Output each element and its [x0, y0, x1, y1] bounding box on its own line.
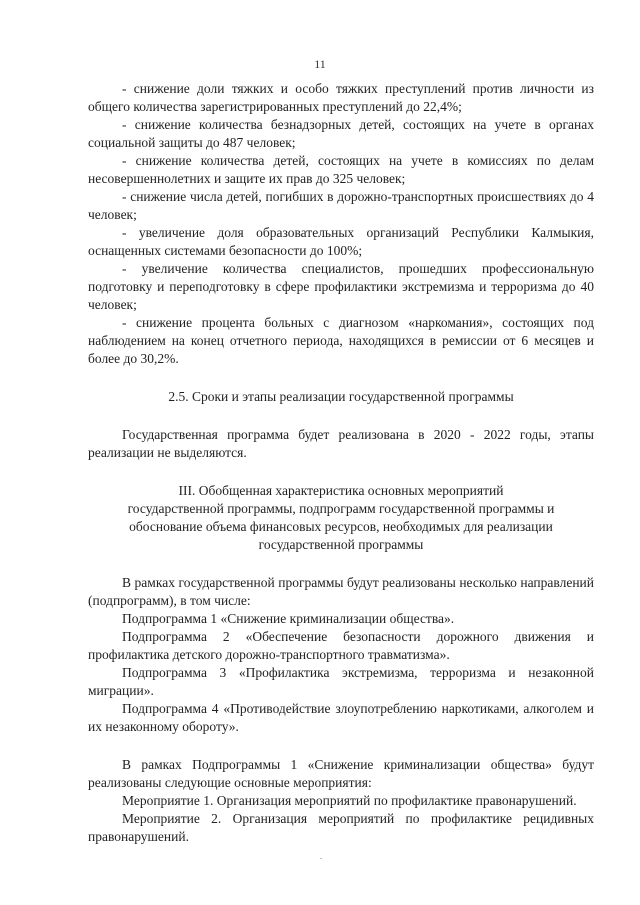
target-item-7: - снижение процента больных с диагнозом «наркомания», состоящих под наблюдением на конец отчетного периода, находящихся в ремиссии от 6 месяцев и более до 30,2%.	[88, 315, 594, 366]
spacer	[88, 554, 594, 574]
section-heading-3-line-3: обоснование объема финансовых ресурсов, необходимых для реализации	[129, 519, 553, 534]
page-content	[88, 80, 594, 846]
scan-mark	[320, 858, 322, 859]
event-1: Мероприятие 1. Организация мероприятий по профилактике правонарушений.	[122, 793, 577, 808]
target-item-5: - увеличение доля образовательных организаций Республики Калмыкия, оснащенных системами безопасности до 100%;	[88, 225, 594, 258]
spacer	[88, 368, 594, 388]
target-item-4: - снижение числа детей, погибших в дорожно-транспортных происшествиях до 4 человек;	[88, 189, 594, 222]
target-item-3: - снижение количества детей, состоящих на учете в комиссиях по делам несовершеннолетних и защите их прав до 325 человек;	[88, 153, 594, 186]
section-heading-3	[88, 482, 594, 554]
spacer	[88, 406, 594, 426]
event-2: Мероприятие 2. Организация мероприятий по профилактике рецидивных правонарушений.	[88, 811, 594, 844]
subprogram-1: Подпрограмма 1 «Снижение криминализации общества».	[122, 611, 455, 626]
subprogram-3: Подпрограмма 3 «Профилактика экстремизма, терроризма и незаконной миграции».	[88, 665, 594, 698]
spacer	[88, 736, 594, 756]
section-heading-3-line-1: III. Обобщенная характеристика основных мероприятий	[178, 483, 504, 498]
section-heading-2-5: 2.5. Сроки и этапы реализации государственной программы	[168, 389, 514, 404]
target-item-1: - снижение доли тяжких и особо тяжких преступлений против личности из общего количества зарегистрированных преступлений до 22,4%;	[88, 81, 594, 114]
target-item-2: - снижение количества безнадзорных детей, состоящих на учете в органах социальной защиты до 487 человек;	[88, 117, 594, 150]
spacer	[88, 462, 594, 482]
subprogram-2: Подпрограмма 2 «Обеспечение безопасности дорожного движения и профилактика детского дорожно-транспортного травматизма».	[88, 629, 594, 662]
section-3-intro: В рамках государственной программы будут реализованы несколько направлений (подпрограмм), в том числе:	[88, 575, 594, 608]
section-heading-3-line-2: государственной программы, подпрограмм государственной программы и	[127, 501, 555, 516]
page-number: 11	[314, 57, 326, 71]
target-item-6: - увеличение количества специалистов, прошедших профессиональную подготовку и переподготовку в сфере профилактики экстремизма и терроризма до 40 человек;	[88, 261, 594, 312]
section-heading-3-line-4: государственной программы	[258, 537, 424, 552]
subprogram-4: Подпрограмма 4 «Противодействие злоупотреблению наркотиками, алкоголем и их незаконному обороту».	[88, 701, 594, 734]
subprogram-1-intro: В рамках Подпрограммы 1 «Снижение криминализации общества» будут реализованы следующие основные мероприятия:	[88, 757, 594, 790]
section-2-5-text: Государственная программа будет реализована в 2020 - 2022 годы, этапы реализации не выделяются.	[88, 427, 594, 460]
